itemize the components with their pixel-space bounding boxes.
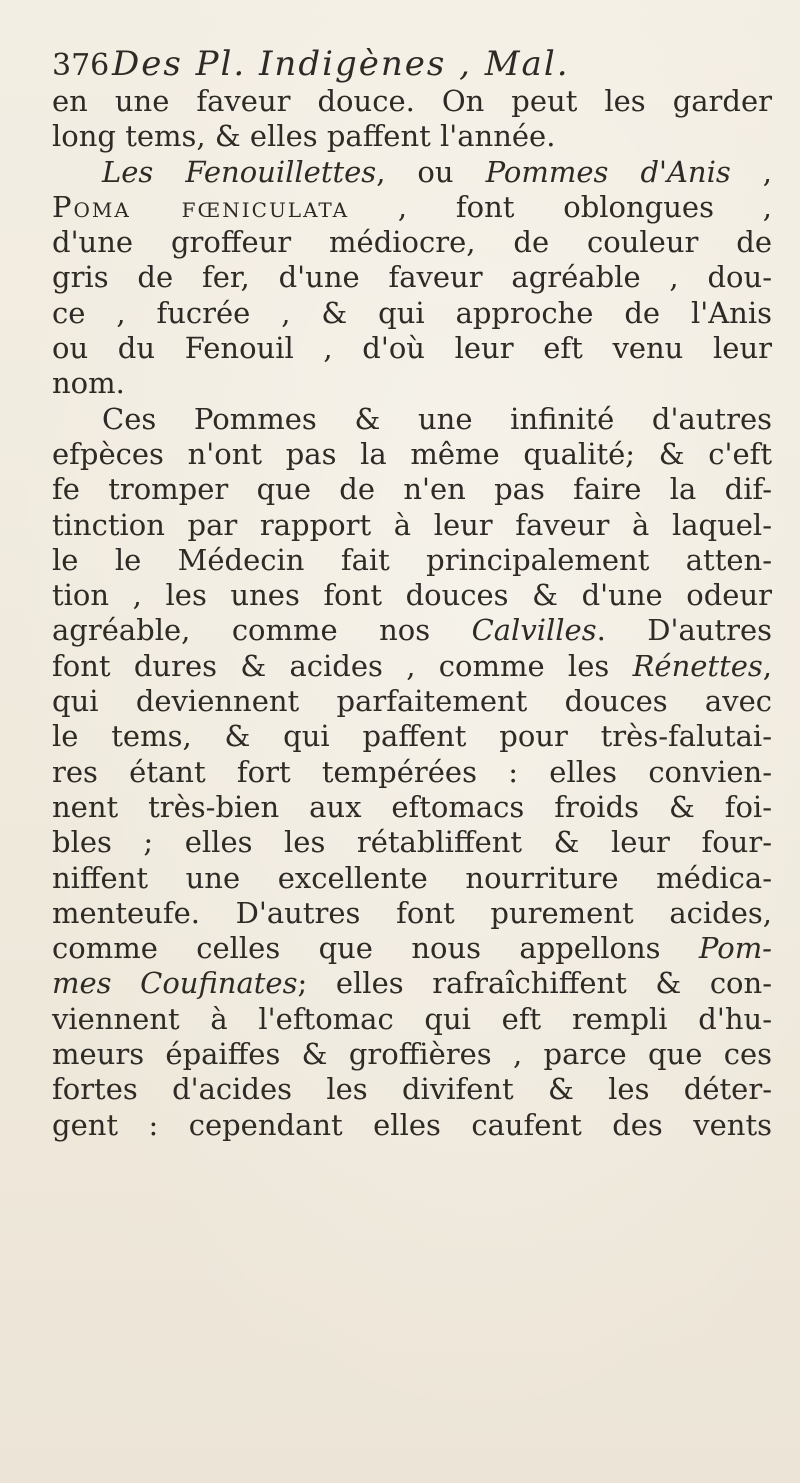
text-line: gent : cependant elles caufent des vents <box>52 1107 772 1142</box>
text-line: viennent à l'eftomac qui eft rempli d'hu- <box>52 1001 772 1036</box>
text-line: comme celles que nous appellons Pom- <box>52 931 772 966</box>
text-line: font dures & acides , comme les Rénettes, <box>52 648 772 683</box>
italic-term: Pommes d'Anis <box>485 154 731 189</box>
italic-term: mes Coufinates <box>52 966 298 1001</box>
text-line: mes Coufinates; elles rafraîchiffent & con- <box>52 966 772 1001</box>
text-line: agréable, comme nos Calvilles. D'autres <box>52 613 772 648</box>
text-line: long tems, & elles paffent l'année. <box>52 119 556 154</box>
text-line: niffent une excellente nourriture médica- <box>52 860 772 895</box>
page-header <box>52 42 772 90</box>
text-line: menteufe. D'autres font purement acides, <box>52 895 772 930</box>
text-line: Poma fœniculata , font oblongues , <box>52 189 772 224</box>
text-line: meurs épaiffes & groffières , parce que ces <box>52 1037 772 1072</box>
page-number: 376 <box>52 48 110 83</box>
italic-term: Calvilles <box>471 613 597 648</box>
text-line: nent très-bien aux eftomacs froids & foi- <box>52 789 772 824</box>
text-line: le le Médecin fait principalement atten- <box>52 542 772 577</box>
text-line: fe tromper que de n'en pas faire la dif- <box>52 472 772 507</box>
text-line: tion , les unes font douces & d'une odeur <box>52 578 772 613</box>
text-line: gris de fer, d'une faveur agréable , dou- <box>52 260 772 295</box>
text-line: ou du Fenouil , d'où leur eft venu leur <box>52 331 772 366</box>
text-line: Les Fenouillettes, ou Pommes d'Anis , <box>102 154 773 189</box>
text-line: ce , fucrée , & qui approche de l'Anis <box>52 295 772 330</box>
text-line: d'une groffeur médiocre, de couleur de <box>52 225 772 260</box>
text-line: qui deviennent parfaitement douces avec <box>52 684 772 719</box>
body-text <box>52 84 772 1143</box>
latin-name: Poma fœniculata <box>52 189 350 224</box>
text-line: en une faveur douce. On peut les garder <box>52 84 772 118</box>
text-line: Ces Pommes & une infinité d'autres <box>102 401 772 436</box>
italic-term: Les Fenouillettes <box>102 154 377 189</box>
text-line: fortes d'acides les divifent & les déter- <box>52 1072 772 1107</box>
running-head: Des Pl. Indigènes , Mal. <box>112 44 570 84</box>
text-line: tinction par rapport à leur faveur à laquel- <box>52 507 772 542</box>
text-line: bles ; elles les rétabliffent & leur four- <box>52 825 772 860</box>
text-line: nom. <box>52 366 125 401</box>
text-line: res étant fort tempérées : elles convien- <box>52 754 772 789</box>
text-line: le tems, & qui paffent pour très-falutai- <box>52 719 772 754</box>
italic-term: Pom- <box>698 931 772 966</box>
italic-term: Rénettes <box>632 648 763 683</box>
text-line: efpèces n'ont pas la même qualité; & c'eft <box>52 436 772 471</box>
